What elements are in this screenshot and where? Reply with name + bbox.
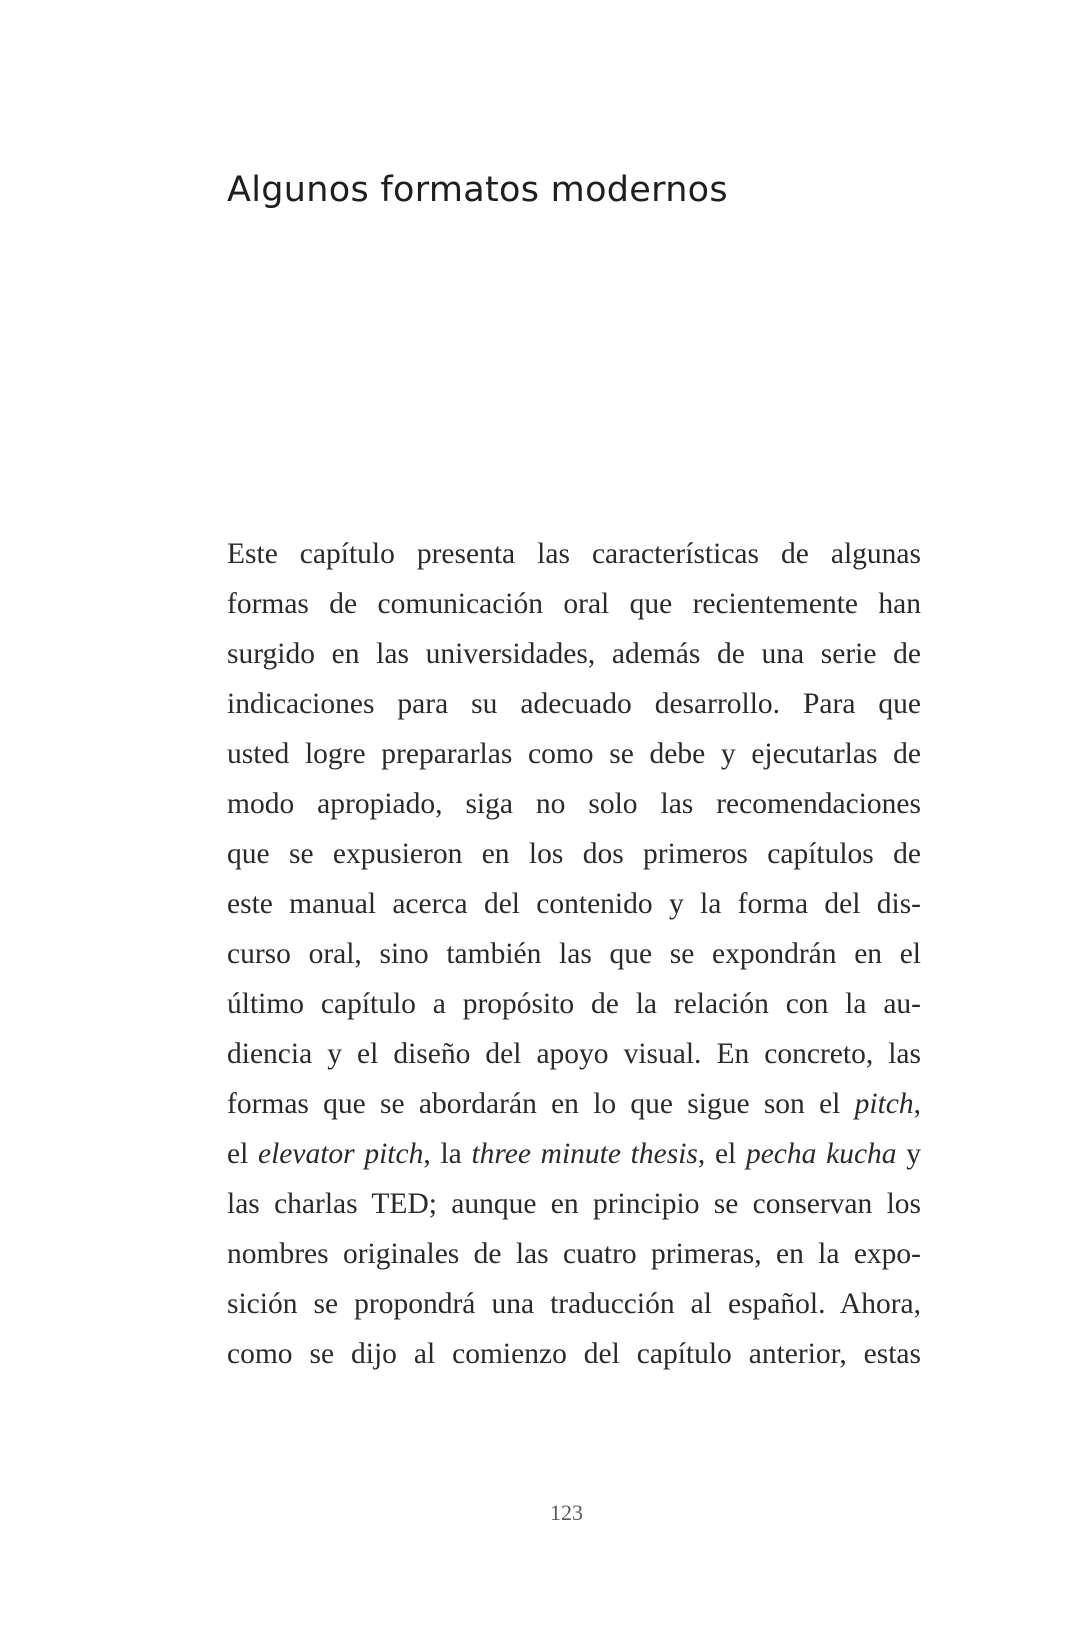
text-run: usted logre prepararlas como se debe y ejecutarlas de [227,738,921,770]
italic-term: pecha kucha [745,1138,897,1170]
text-run: surgido en las universidades, además de una serie de [227,638,921,670]
text-run: , la [423,1138,472,1170]
text-line [227,679,921,729]
text-run: curso oral, sino también las que se expondrán en el [227,938,921,970]
text-run: que se expusieron en los dos primeros capítulos de [227,838,921,870]
chapter-title: Algunos formatos modernos [227,170,728,210]
text-line [227,979,921,1029]
italic-term: elevator pitch [258,1138,424,1170]
text-run: nombres originales de las cuatro primeras, en la expo- [227,1238,921,1270]
text-run: , [913,1088,921,1120]
text-run: indicaciones para su adecuado desarrollo. Para que [227,688,921,720]
text-line [227,929,921,979]
text-run: , el [697,1138,746,1170]
text-run: como se dijo al comienzo del capítulo anterior, estas [227,1338,921,1370]
text-run: formas que se abordarán en lo que sigue son el [227,1088,855,1120]
text-line [227,1179,921,1229]
text-run: Este capítulo presenta las características de algunas [227,538,921,570]
text-line [227,1329,921,1379]
text-run: modo apropiado, siga no solo las recomendaciones [227,788,921,820]
text-line [227,1229,921,1279]
text-run: formas de comunicación oral que recientemente han [227,588,921,620]
text-line [227,729,921,779]
text-run: último capítulo a propósito de la relación con la au- [227,988,921,1020]
text-line [227,829,921,879]
text-line [227,1079,921,1129]
text-line [227,879,921,929]
text-run: las charlas TED; aunque en principio se conservan los [227,1188,921,1220]
text-line [227,529,921,579]
body-paragraph [227,529,921,1379]
text-line [227,779,921,829]
text-run: este manual acerca del contenido y la forma del dis- [227,888,921,920]
text-run: el [227,1138,258,1170]
text-line [227,579,921,629]
text-run: sición se propondrá una traducción al español. Ahora, [227,1288,921,1320]
page-number: 123 [550,1500,583,1525]
text-line [227,629,921,679]
italic-term: three minute thesis [471,1138,698,1170]
text-line [227,1129,921,1179]
text-line [227,1029,921,1079]
text-line [227,1279,921,1329]
text-run: y [896,1138,922,1170]
italic-term: pitch [854,1088,914,1120]
text-run: diencia y el diseño del apoyo visual. En concreto, las [227,1038,921,1070]
